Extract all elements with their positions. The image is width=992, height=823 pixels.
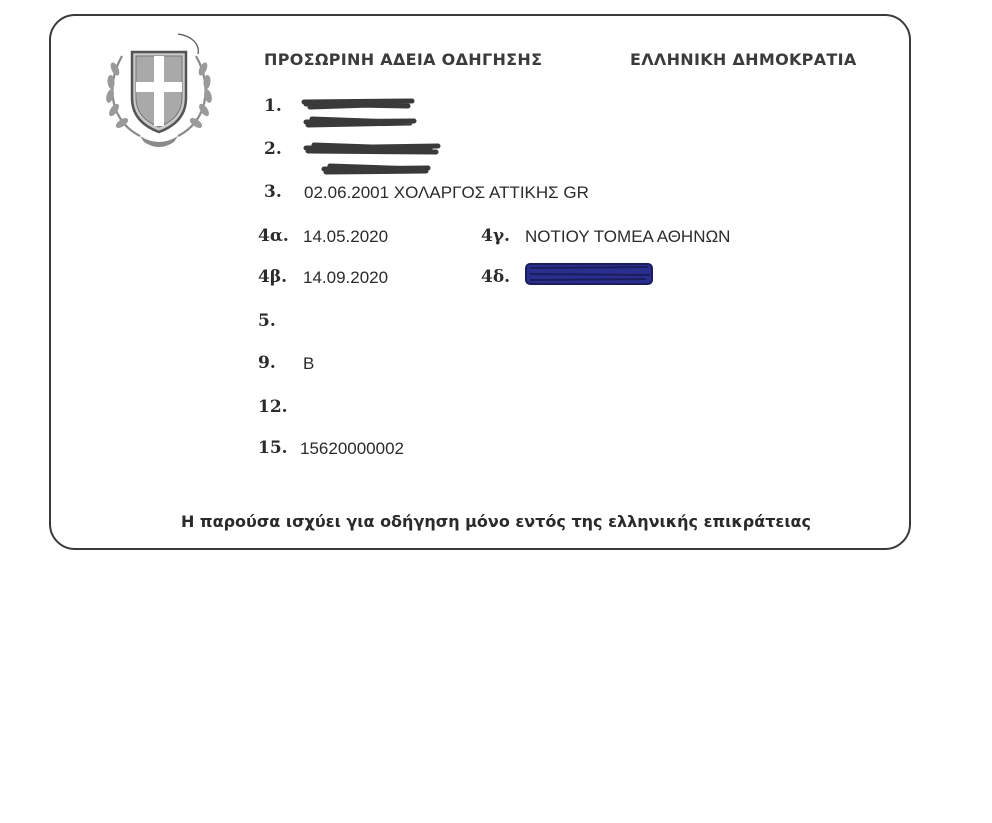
field-3-label: 3.	[264, 182, 282, 202]
field-5-label: 5.	[258, 311, 276, 331]
field-4d-label: 4δ.	[481, 267, 511, 287]
field-15-label: 15.	[258, 438, 288, 458]
greek-coat-of-arms-icon	[100, 26, 218, 150]
field-9-label: 9.	[258, 353, 276, 373]
field-4g-value: ΝΟΤΙΟΥ ΤΟΜΕΑ ΑΘΗΝΩΝ	[525, 227, 731, 246]
redacted-given-name	[300, 136, 450, 180]
field-15-value: 15620000002	[300, 439, 405, 458]
field-2-label: 2.	[264, 139, 282, 159]
redacted-license-number	[522, 258, 658, 290]
field-4a-label: 4α.	[258, 226, 289, 246]
redacted-surname	[300, 92, 420, 132]
field-3-value: 02.06.2001 ΧΟΛΑΡΓΟΣ ΑΤΤΙΚΗΣ GR	[304, 183, 589, 202]
field-4b-label: 4β.	[258, 267, 288, 287]
field-4b-value: 14.09.2020	[303, 268, 389, 287]
field-4a-value: 14.05.2020	[303, 227, 389, 246]
field-12-label: 12.	[258, 397, 288, 417]
field-4g-label: 4γ.	[481, 226, 510, 246]
license-title: ΠΡΟΣΩΡΙΝΗ ΑΔΕΙΑ ΟΔΗΓΗΣΗΣ	[264, 50, 543, 69]
field-9-value: B	[303, 354, 315, 373]
validity-notice: Η παρούσα ισχύει για οδήγηση μόνο εντός της ελληνικής επικράτειας	[180, 512, 812, 531]
country-title: ΕΛΛΗΝΙΚΗ ΔΗΜΟΚΡΑΤΙΑ	[630, 50, 857, 69]
field-1-label: 1.	[264, 96, 282, 116]
